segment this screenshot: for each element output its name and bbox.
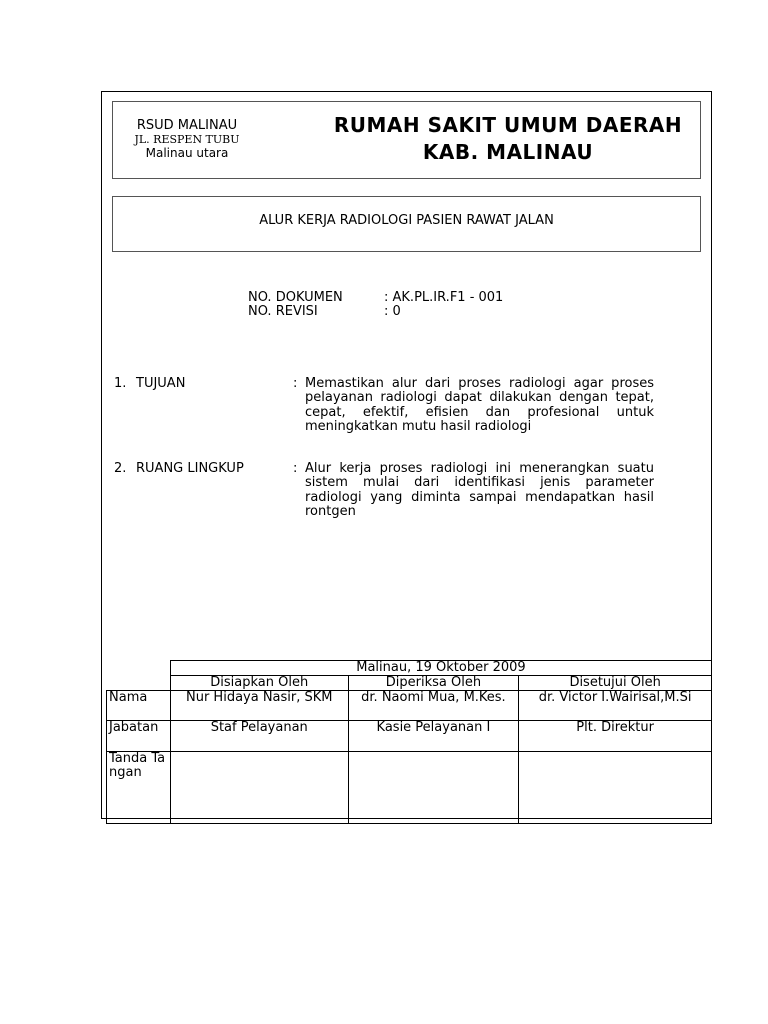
row-label-name: Nama — [107, 691, 171, 721]
position-row — [107, 721, 712, 752]
name-row — [107, 691, 712, 721]
revision-label: NO. REVISI — [248, 304, 318, 319]
hospital-identity — [121, 118, 253, 161]
empty-cell — [107, 676, 171, 691]
hospital-short-name: RSUD MALINAU — [136, 118, 238, 133]
hospital-title-line-1: RUMAH SAKIT UMUM DAERAH — [333, 113, 683, 137]
signature-field-approved[interactable] — [519, 752, 712, 824]
signature-row — [107, 752, 712, 824]
revision-row — [248, 305, 503, 319]
section-text: Memastikan alur dari proses radiologi agar proses pelayanan radiologi dapat dilakukan dengan tepat, cepat, efektif, efisien dan profesional untuk meningkatkan mutu hasil radiologi — [305, 376, 654, 434]
name-approved: dr. Victor I.Wairisal,M.Si — [519, 691, 712, 721]
empty-cell — [107, 661, 171, 676]
revision-value: : 0 — [384, 304, 401, 319]
section-colon: : — [293, 376, 298, 391]
section-number: 2. — [114, 461, 127, 476]
document-subject — [112, 196, 701, 252]
column-header-checked: Diperiksa Oleh — [348, 676, 519, 691]
hospital-title-line-2: KAB. MALINAU — [422, 140, 594, 164]
section-text: Alur kerja proses radiologi ini menerangkan suatu sistem mulai dari identifikasi jenis parameter radiologi yang diminta sampai mendapatkan hasil rontgen — [305, 461, 654, 519]
row-label-position: Jabatan — [107, 721, 171, 752]
position-prepared: Staf Pelayanan — [170, 721, 348, 752]
subject-title: ALUR KERJA RADIOLOGI PASIEN RAWAT JALAN — [259, 212, 554, 228]
name-checked: dr. Naomi Mua, M.Kes. — [348, 691, 519, 721]
position-checked: Kasie Pelayanan I — [348, 721, 519, 752]
signature-date-row — [107, 661, 712, 676]
hospital-title — [293, 112, 723, 166]
column-header-prepared: Disiapkan Oleh — [170, 676, 348, 691]
signature-table — [106, 660, 712, 824]
document-meta — [248, 291, 503, 319]
hospital-city: Malinau utara — [145, 146, 229, 160]
section-title: TUJUAN — [136, 376, 186, 391]
name-prepared: Nur Hidaya Nasir, SKM — [170, 691, 348, 721]
section-number: 1. — [114, 376, 127, 391]
doc-number-row — [248, 291, 503, 305]
position-approved: Plt. Direktur — [519, 721, 712, 752]
document-header — [112, 101, 701, 179]
signature-field-checked[interactable] — [348, 752, 519, 824]
signature-date: Malinau, 19 Oktober 2009 — [170, 661, 711, 676]
row-label-signature: Tanda Tangan — [107, 752, 171, 824]
section-colon: : — [293, 461, 298, 476]
signature-header-row — [107, 676, 712, 691]
doc-number-label: NO. DOKUMEN — [248, 290, 343, 305]
hospital-address: JL. RESPEN TUBU — [134, 133, 240, 146]
column-header-approved: Disetujui Oleh — [519, 676, 712, 691]
section-title: RUANG LINGKUP — [136, 461, 244, 476]
doc-number-value: : AK.PL.IR.F1 - 001 — [384, 290, 504, 305]
signature-field-prepared[interactable] — [170, 752, 348, 824]
